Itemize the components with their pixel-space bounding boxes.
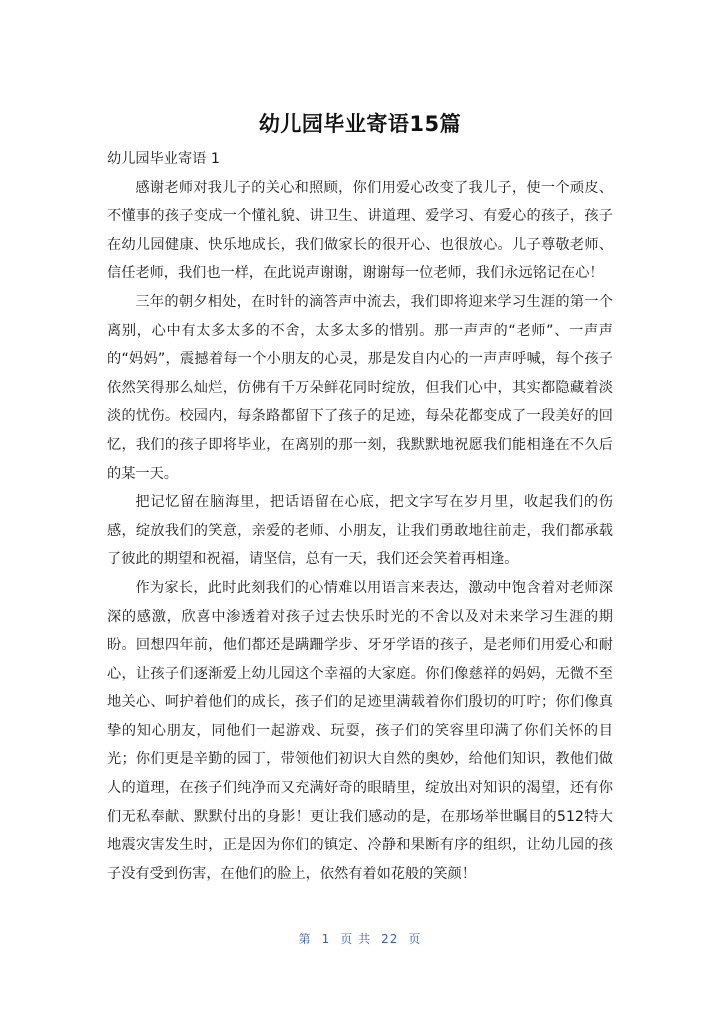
section-heading: 幼儿园毕业寄语 1 — [107, 151, 220, 167]
paragraph-4: 作为家长，此时此刻我们的心情难以用语言来表达，激动中饱含着对老师深深的感激，欣喜中渗透着对孩子过去快乐时光的不舍以及对未来学习生涯的期盼。回想四年前，他们都还是蹒跚学步、牙牙学语的孩子，是老师们用爱心和耐心，让孩子们逐渐爱上幼儿园这个幸福的大家庭。你们像慈祥的妈妈，无微不至地关心、呵护着他们的成长，孩子们的足迹里满载着你们殷切的叮咛；你们像真挚的知心朋友，同他们一起游戏、玩耍，孩子们的笑容里印满了你们关怀的目光；你们更是辛勤的园丁，带领他们初识大自然的奥妙，给他们知识，教他们做人的道理，在孩子们纯净而又充满好奇的眼睛里，绽放出对知识的渴望，还有你们无私奉献、默默付出的身影！更让我们感动的是，在那场举世瞩目的512特大地震灾害发生时，正是因为你们的镇定、冷静和果断有序的组织，让幼儿园的孩子没有受到伤害，在他们的脸上，依然有着如花般的笑颜！ — [107, 579, 613, 882]
document-body — [107, 145, 613, 888]
footer-page-word: 第 — [298, 932, 312, 946]
footer-page-total: 22 — [381, 932, 399, 946]
paragraph-1: 感谢老师对我儿子的关心和照顾，你们用爱心改变了我儿子，使一个顽皮、不懂事的孩子变成一个懂礼貌、讲卫生、讲道理、爱学习、有爱心的孩子，孩子在幼儿园健康、快乐地成长，我们做家长的很开心、也很放心。儿子尊敬老师、信任老师，我们也一样，在此说声谢谢，谢谢每一位老师，我们永远铭记在心！ — [107, 179, 613, 282]
paragraph-3: 把记忆留在脑海里，把话语留在心底，把文字写在岁月里，收起我们的伤感，绽放我们的笑意，亲爱的老师、小朋友，让我们勇敢地往前走，我们都承载了彼此的期望和祝福，请坚信，总有一天，我们还会笑着再相逢。 — [107, 494, 613, 568]
footer-page-mid: 页 共 — [340, 932, 372, 946]
paragraph-2: 三年的朝夕相处，在时针的滴答声中流去，我们即将迎来学习生涯的第一个离别，心中有太多太多的不舍，太多太多的惜别。那一声声的“老师”、一声声的“妈妈”，震撼着每一个小朋友的心灵，那是发自内心的一声声呼喊，每个孩子依然笑得那么灿烂，仿佛有千万朵鲜花同时绽放，但我们心中，其实都隐藏着淡淡的忧伤。校园内，每条路都留下了孩子的足迹，每朵花都变成了一段美好的回忆，我们的孩子即将毕业，在离别的那一刻，我默默地祝愿我们能相逢在不久后的某一天。 — [107, 293, 613, 482]
footer-page-end: 页 — [408, 932, 422, 946]
footer-page-current: 1 — [321, 932, 331, 946]
document-title: 幼儿园毕业寄语15篇 — [258, 112, 462, 136]
page-footer — [0, 930, 720, 947]
